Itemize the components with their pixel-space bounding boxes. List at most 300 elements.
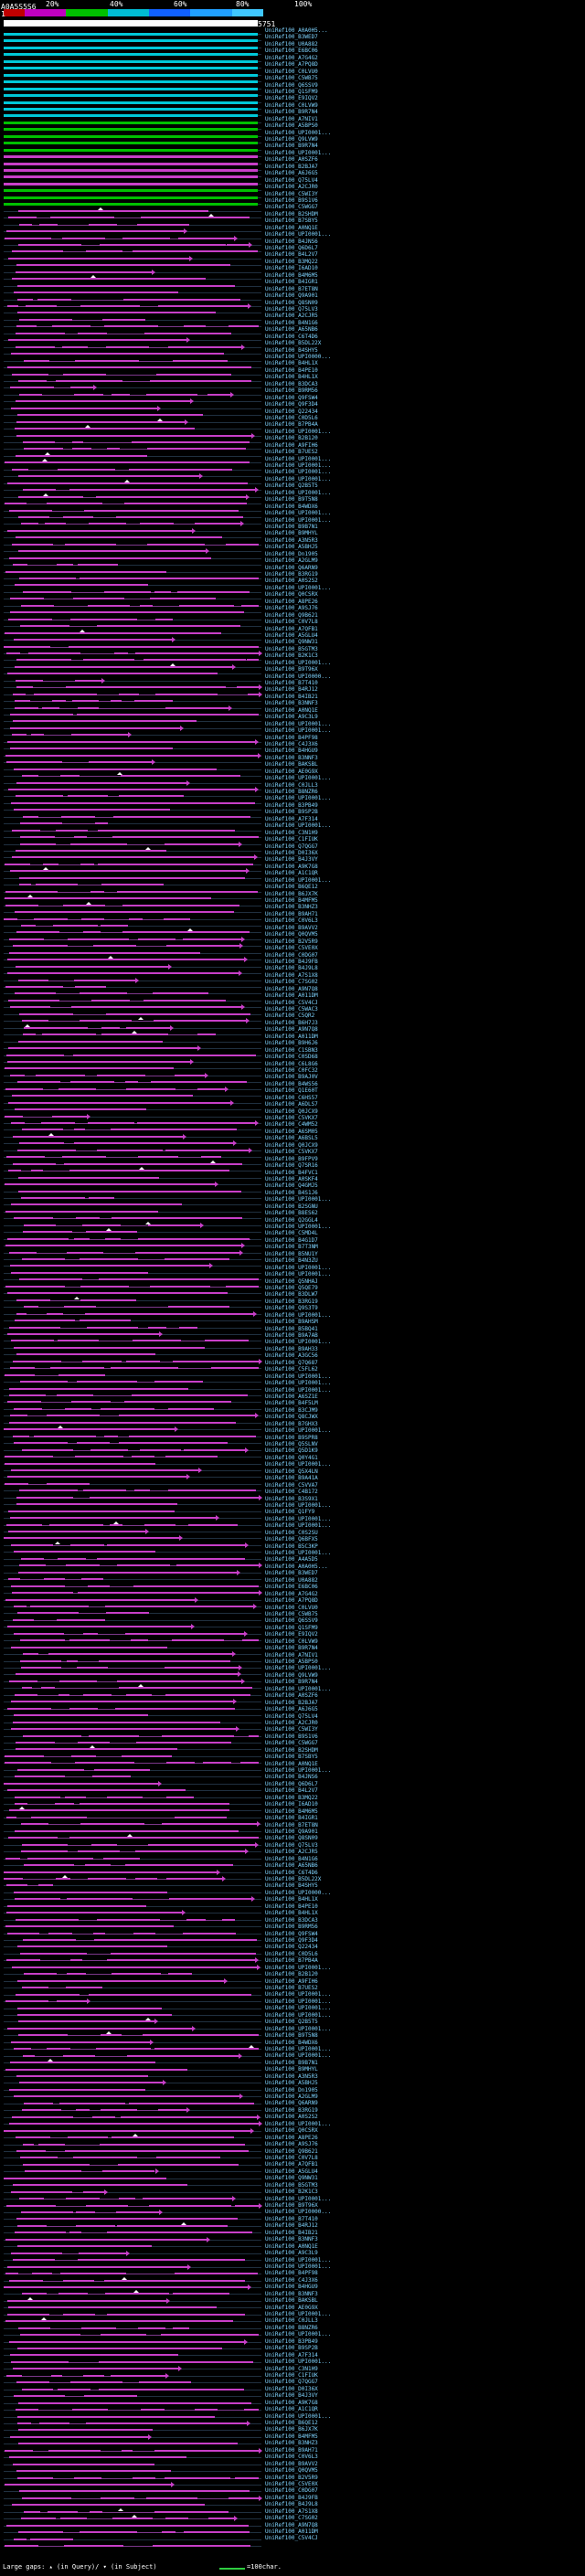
hit-segment[interactable] xyxy=(16,435,251,437)
hit-segment[interactable] xyxy=(16,2218,239,2220)
hit-segment[interactable] xyxy=(20,1660,61,1662)
subject-id-link[interactable]: UniRef100_Q1E60T xyxy=(265,1087,318,1095)
hit-segment[interactable] xyxy=(58,2389,90,2390)
hit-segment[interactable] xyxy=(92,1776,130,1777)
hit-segment[interactable] xyxy=(122,2450,132,2452)
subject-id-link[interactable]: UniRef100_B4HL1X xyxy=(265,360,318,367)
hit-segment[interactable] xyxy=(23,591,72,593)
hit-segment[interactable] xyxy=(20,836,54,838)
hit-segment[interactable] xyxy=(143,625,240,627)
hit-segment[interactable] xyxy=(16,421,186,423)
hit-segment[interactable] xyxy=(111,700,122,702)
hit-segment[interactable] xyxy=(5,1286,64,1288)
hit-segment[interactable] xyxy=(88,1585,110,1587)
subject-id-link[interactable]: UniRef100_A2CJR0 xyxy=(265,184,318,191)
hit-segment[interactable] xyxy=(7,2028,191,2030)
hit-segment[interactable] xyxy=(63,905,105,906)
hit-segment[interactable] xyxy=(19,1278,82,1280)
hit-segment[interactable] xyxy=(34,918,68,920)
subject-id-link[interactable]: UniRef100_C0JLL3 xyxy=(265,2317,318,2325)
hit-segment[interactable] xyxy=(113,489,255,491)
hit-segment[interactable] xyxy=(101,2034,122,2036)
hit-segment[interactable] xyxy=(184,325,206,327)
hit-segment[interactable] xyxy=(9,2456,186,2458)
hit-segment[interactable] xyxy=(147,1994,251,1996)
hit-segment[interactable] xyxy=(71,734,127,736)
hit-segment[interactable] xyxy=(20,625,69,627)
hit-segment[interactable] xyxy=(104,1436,118,1437)
subject-id-link[interactable]: UniRef100_A9K7G8 xyxy=(265,2399,318,2406)
hit-segment[interactable] xyxy=(21,1558,44,1560)
hit-segment[interactable] xyxy=(4,60,258,63)
subject-id-link[interactable]: UniRef100_Q0JCX9 xyxy=(265,1141,318,1149)
subject-id-link[interactable]: UniRef100_C0JLL3 xyxy=(265,781,318,789)
subject-id-link[interactable]: UniRef100_UPI0001... xyxy=(265,1271,332,1278)
hit-segment[interactable] xyxy=(7,2300,166,2302)
hit-segment[interactable] xyxy=(8,1000,59,1002)
hit-segment[interactable] xyxy=(10,1415,27,1416)
hit-segment[interactable] xyxy=(93,945,136,947)
hit-segment[interactable] xyxy=(66,686,127,688)
hit-segment[interactable] xyxy=(83,2191,104,2193)
hit-segment[interactable] xyxy=(64,2545,123,2547)
subject-id-link[interactable]: UniRef100_Q75LV4 xyxy=(265,1712,318,1720)
hit-segment[interactable] xyxy=(11,1585,65,1587)
subject-id-link[interactable]: UniRef100_C5FL62 xyxy=(265,1366,318,1373)
subject-id-link[interactable]: UniRef100_C0FC32 xyxy=(265,1066,318,1074)
subject-id-link[interactable]: UniRef100_B4N1G6 xyxy=(265,319,318,326)
hit-segment[interactable] xyxy=(126,1088,176,1090)
hit-segment[interactable] xyxy=(9,510,53,512)
hit-segment[interactable] xyxy=(5,1599,195,1601)
hit-segment[interactable] xyxy=(131,1639,148,1641)
hit-segment[interactable] xyxy=(14,769,217,770)
subject-id-link[interactable]: UniRef100_A9N7Q8 xyxy=(265,985,318,992)
hit-segment[interactable] xyxy=(57,1619,104,1621)
hit-segment[interactable] xyxy=(123,299,240,301)
hit-segment[interactable] xyxy=(111,2375,165,2377)
subject-id-link[interactable]: UniRef100_B3CJM9 xyxy=(265,1406,318,1414)
hit-segment[interactable] xyxy=(58,1694,69,1696)
hit-segment[interactable] xyxy=(138,2327,165,2329)
hit-segment[interactable] xyxy=(4,114,258,117)
hit-segment[interactable] xyxy=(107,1797,143,1798)
subject-id-link[interactable]: UniRef100_C0D5L6 xyxy=(265,1950,318,1957)
subject-id-link[interactable]: UniRef100_B9SP2B xyxy=(265,2345,318,2352)
hit-segment[interactable] xyxy=(236,1585,259,1587)
hit-segment[interactable] xyxy=(23,1231,72,1233)
hit-segment[interactable] xyxy=(26,305,57,307)
subject-id-link[interactable]: UniRef100_C5V4CJ xyxy=(265,999,318,1006)
hit-segment[interactable] xyxy=(17,1612,79,1614)
subject-id-link[interactable]: UniRef100_B7T410 xyxy=(265,2215,318,2222)
hit-segment[interactable] xyxy=(83,1694,111,1696)
hit-segment[interactable] xyxy=(9,938,43,940)
subject-id-link[interactable]: UniRef100_B9T96X xyxy=(265,666,318,673)
hit-segment[interactable] xyxy=(4,2178,166,2179)
hit-segment[interactable] xyxy=(18,1191,241,1193)
hit-segment[interactable] xyxy=(24,360,49,362)
subject-id-link[interactable]: UniRef100_A7QFB1 xyxy=(265,625,318,632)
hit-segment[interactable] xyxy=(89,224,117,226)
hit-segment[interactable] xyxy=(24,1973,57,1975)
hit-segment[interactable] xyxy=(65,1797,85,1798)
hit-segment[interactable] xyxy=(140,2055,239,2057)
hit-segment[interactable] xyxy=(101,1497,246,1499)
hit-segment[interactable] xyxy=(140,605,153,607)
hit-segment[interactable] xyxy=(165,1456,218,1458)
hit-segment[interactable] xyxy=(113,816,250,818)
hit-segment[interactable] xyxy=(22,2497,71,2499)
hit-segment[interactable] xyxy=(76,2225,115,2227)
subject-id-link[interactable]: UniRef100_Q0QVM5 xyxy=(265,931,318,938)
hit-segment[interactable] xyxy=(173,2293,229,2295)
hit-segment[interactable] xyxy=(4,169,258,172)
hit-segment[interactable] xyxy=(18,2443,238,2444)
hit-segment[interactable] xyxy=(83,659,133,661)
subject-id-link[interactable]: UniRef100_UPI0001... xyxy=(265,1461,332,1468)
subject-id-link[interactable]: UniRef100_C5WAC3 xyxy=(265,1006,318,1012)
hit-segment[interactable] xyxy=(16,1313,27,1315)
subject-id-link[interactable]: UniRef100_UPI0001... xyxy=(265,1196,332,1203)
hit-segment[interactable] xyxy=(78,333,107,334)
hit-segment[interactable] xyxy=(63,2314,95,2316)
subject-id-link[interactable]: UniRef100_B9AH71 xyxy=(265,910,318,917)
hit-segment[interactable] xyxy=(229,325,259,327)
hit-segment[interactable] xyxy=(20,2334,80,2336)
hit-segment[interactable] xyxy=(32,2273,52,2274)
subject-id-link[interactable]: UniRef100_B2BJA7 xyxy=(265,163,318,170)
hit-segment[interactable] xyxy=(4,1783,158,1785)
hit-segment[interactable] xyxy=(132,2164,239,2166)
hit-segment[interactable] xyxy=(121,775,241,777)
hit-segment[interactable] xyxy=(128,244,226,246)
subject-id-link[interactable]: UniRef100_B9T5N8 xyxy=(265,496,318,504)
subject-id-link[interactable]: UniRef100_Q9FSW4 xyxy=(265,1930,318,1937)
hit-segment[interactable] xyxy=(14,1217,54,1219)
hit-segment[interactable] xyxy=(121,1142,233,1144)
hit-segment[interactable] xyxy=(18,496,83,498)
hit-segment[interactable] xyxy=(11,1544,53,1546)
hit-segment[interactable] xyxy=(119,1687,252,1689)
hit-segment[interactable] xyxy=(63,374,106,376)
hit-segment[interactable] xyxy=(16,1503,176,1505)
hit-segment[interactable] xyxy=(21,523,38,525)
hit-segment[interactable] xyxy=(71,1401,110,1403)
hit-segment[interactable] xyxy=(4,33,258,36)
hit-segment[interactable] xyxy=(10,1075,24,1076)
hit-segment[interactable] xyxy=(23,2055,35,2057)
subject-id-link[interactable]: UniRef100_B2K1C3 xyxy=(265,652,318,660)
hit-segment[interactable] xyxy=(68,2136,108,2138)
subject-id-link[interactable]: UniRef100_UPI0001... xyxy=(265,2195,332,2202)
subject-id-link[interactable]: UniRef100_C4J3X6 xyxy=(265,2276,318,2284)
hit-segment[interactable] xyxy=(148,1844,255,1846)
hit-segment[interactable] xyxy=(56,830,89,832)
hit-segment[interactable] xyxy=(58,2293,88,2295)
hit-segment[interactable] xyxy=(82,1361,122,1362)
hit-segment[interactable] xyxy=(4,163,258,165)
hit-segment[interactable] xyxy=(12,544,54,546)
subject-id-link[interactable]: UniRef100_A011DM xyxy=(265,1033,318,1040)
subject-id-link[interactable]: UniRef100_C6T4D6 xyxy=(265,1869,318,1876)
subject-id-link[interactable]: UniRef100_A8PE26 xyxy=(265,598,318,605)
hit-segment[interactable] xyxy=(104,2280,244,2282)
hit-segment[interactable] xyxy=(10,1517,216,1519)
hit-segment[interactable] xyxy=(17,1980,224,1982)
hit-segment[interactable] xyxy=(6,230,184,232)
subject-id-link[interactable]: UniRef100_C4WM52 xyxy=(265,1121,318,1129)
hit-segment[interactable] xyxy=(247,659,259,661)
hit-segment[interactable] xyxy=(4,1428,174,1430)
hit-segment[interactable] xyxy=(5,2545,37,2547)
hit-segment[interactable] xyxy=(142,1252,240,1254)
hit-segment[interactable] xyxy=(156,2157,220,2158)
subject-id-link[interactable]: UniRef100_C0LVW9 xyxy=(265,101,318,109)
hit-segment[interactable] xyxy=(132,1456,154,1458)
hit-segment[interactable] xyxy=(125,1081,137,1083)
hit-segment[interactable] xyxy=(118,830,235,832)
subject-id-link[interactable]: UniRef100_A65NB6 xyxy=(265,1862,318,1870)
hit-segment[interactable] xyxy=(15,1797,60,1798)
subject-id-link[interactable]: UniRef100_C7SG02 xyxy=(265,2515,318,2522)
hit-segment[interactable] xyxy=(242,1639,259,1641)
subject-id-link[interactable]: UniRef100_C0SD68 xyxy=(265,1054,318,1061)
hit-segment[interactable] xyxy=(80,305,139,307)
subject-id-link[interactable]: UniRef100_UPI0000... xyxy=(265,354,332,360)
hit-segment[interactable] xyxy=(12,1592,73,1594)
hit-segment[interactable] xyxy=(16,264,229,266)
hit-segment[interactable] xyxy=(133,2116,254,2118)
hit-segment[interactable] xyxy=(7,1061,190,1063)
hit-segment[interactable] xyxy=(116,2211,159,2213)
hit-segment[interactable] xyxy=(18,244,82,246)
hit-segment[interactable] xyxy=(42,707,59,709)
hit-segment[interactable] xyxy=(84,2395,137,2397)
hit-segment[interactable] xyxy=(226,544,260,546)
hit-segment[interactable] xyxy=(50,217,114,218)
subject-id-link[interactable]: UniRef100_B4PF98 xyxy=(265,2270,318,2277)
subject-id-link[interactable]: UniRef100_B9T5N8 xyxy=(265,2032,318,2040)
hit-segment[interactable] xyxy=(144,659,246,661)
hit-segment[interactable] xyxy=(17,1081,61,1083)
hit-segment[interactable] xyxy=(5,1211,158,1213)
hit-segment[interactable] xyxy=(4,1871,217,1873)
subject-id-link[interactable]: UniRef100_A0SZF6 xyxy=(265,156,318,164)
subject-id-link[interactable]: UniRef100_Q6SSV9 xyxy=(265,81,318,89)
subject-id-column[interactable] xyxy=(265,27,583,2559)
subject-id-link[interactable]: UniRef100_A2CJR0 xyxy=(265,1719,318,1726)
subject-id-link[interactable]: UniRef100_B9AVV2 xyxy=(265,2460,318,2467)
hit-segment[interactable] xyxy=(17,1150,76,1151)
hit-segment[interactable] xyxy=(57,564,73,566)
hit-segment[interactable] xyxy=(162,1823,248,1825)
hit-segment[interactable] xyxy=(111,1163,242,1165)
hit-segment[interactable] xyxy=(7,1626,191,1627)
hit-segment[interactable] xyxy=(77,1381,136,1383)
hit-segment[interactable] xyxy=(119,686,226,688)
subject-id-link[interactable]: UniRef100_B4J3VY xyxy=(265,2392,318,2400)
subject-id-link[interactable]: UniRef100_C5WI3Y xyxy=(265,1726,318,1733)
subject-id-link[interactable]: UniRef100_B4IB21 xyxy=(265,693,318,700)
subject-id-link[interactable]: UniRef100_A7S1X8 xyxy=(265,2507,318,2515)
hit-segment[interactable] xyxy=(20,2157,58,2158)
subject-id-link[interactable]: UniRef100_UPI0001... xyxy=(265,2263,332,2270)
subject-id-link[interactable]: UniRef100_Q9LVW9 xyxy=(265,1671,318,1679)
subject-id-link[interactable]: UniRef100_C5WB75 xyxy=(265,1610,318,1617)
hit-segment[interactable] xyxy=(8,789,255,790)
hit-segment[interactable] xyxy=(4,203,258,206)
hit-segment[interactable] xyxy=(227,244,250,246)
hit-segment[interactable] xyxy=(21,2518,55,2519)
hit-segment[interactable] xyxy=(76,2109,90,2111)
hit-segment[interactable] xyxy=(10,2354,178,2356)
subject-id-link[interactable]: UniRef100_A5GLU4 xyxy=(265,631,318,639)
hit-segment[interactable] xyxy=(60,2273,127,2274)
hit-segment[interactable] xyxy=(23,2144,35,2146)
hit-segment[interactable] xyxy=(7,673,218,674)
subject-id-link[interactable]: UniRef100_A9N7Q8 xyxy=(265,2521,318,2528)
subject-id-link[interactable]: UniRef100_A7QFB1 xyxy=(265,2161,318,2168)
hit-segment[interactable] xyxy=(41,1687,55,1689)
subject-id-link[interactable]: UniRef100_B5BQ41 xyxy=(265,1325,318,1332)
hit-segment[interactable] xyxy=(4,1537,179,1539)
hit-segment[interactable] xyxy=(89,761,152,763)
subject-id-link[interactable]: UniRef100_UPI0001... xyxy=(265,876,332,884)
hit-segment[interactable] xyxy=(20,843,57,845)
hit-segment[interactable] xyxy=(184,1564,233,1566)
hit-segment[interactable] xyxy=(75,1456,123,1458)
hit-segment[interactable] xyxy=(105,1238,121,1240)
subject-id-link[interactable]: UniRef100_Dn1905 xyxy=(265,550,318,557)
hit-segment[interactable] xyxy=(116,516,243,518)
hit-segment[interactable] xyxy=(76,1217,99,1219)
subject-id-link[interactable]: UniRef100_Q7QGG7 xyxy=(265,843,318,850)
subject-id-link[interactable]: UniRef100_B9B7N1 xyxy=(265,523,318,530)
hit-segment[interactable] xyxy=(119,795,184,797)
hit-segment[interactable] xyxy=(94,1055,232,1056)
subject-id-link[interactable]: UniRef100_A0SZF6 xyxy=(265,1692,318,1700)
subject-id-link[interactable]: UniRef100_Q1SFM9 xyxy=(265,1624,318,1631)
hit-segment[interactable] xyxy=(60,775,80,777)
hit-segment[interactable] xyxy=(72,448,91,450)
hit-segment[interactable] xyxy=(144,1524,176,1526)
hit-segment[interactable] xyxy=(101,925,128,927)
subject-id-link[interactable]: UniRef100_B3PB49 xyxy=(265,2337,318,2345)
hit-segment[interactable] xyxy=(19,2490,250,2492)
subject-id-link[interactable]: UniRef100_Q6D6L7 xyxy=(265,1780,318,1787)
subject-id-link[interactable]: UniRef100_UPI0000... xyxy=(265,2209,332,2216)
subject-id-link[interactable]: UniRef100_Q9NW31 xyxy=(265,639,318,646)
hit-segment[interactable] xyxy=(74,836,88,838)
hit-segment[interactable] xyxy=(17,312,217,313)
hit-segment[interactable] xyxy=(16,2150,46,2152)
subject-id-link[interactable]: UniRef100_C5WI3Y xyxy=(265,190,318,197)
subject-id-link[interactable]: UniRef100_B2B120 xyxy=(265,435,318,442)
subject-id-link[interactable]: UniRef100_UPI0001... xyxy=(265,822,332,830)
hit-segment[interactable] xyxy=(131,905,239,906)
hit-segment[interactable] xyxy=(23,441,55,443)
hit-segment[interactable] xyxy=(4,128,258,131)
subject-id-link[interactable]: UniRef100_C5VVA7 xyxy=(265,1481,318,1489)
hit-segment[interactable] xyxy=(52,325,90,327)
subject-id-link[interactable]: UniRef100_A7NIV1 xyxy=(265,1651,318,1659)
hit-segment[interactable] xyxy=(63,2280,94,2282)
subject-id-link[interactable]: UniRef100_UPI0001... xyxy=(265,1224,332,1230)
subject-id-link[interactable]: UniRef100_B4IB21 xyxy=(265,2229,318,2236)
subject-id-link[interactable]: UniRef100_Q6D6L7 xyxy=(265,245,318,251)
hit-segment[interactable] xyxy=(19,2082,163,2083)
hit-segment[interactable] xyxy=(7,366,251,368)
hit-segment[interactable] xyxy=(162,1850,245,1852)
hit-segment[interactable] xyxy=(67,1252,103,1254)
subject-id-link[interactable]: UniRef100_B6H7J3 xyxy=(265,1019,318,1026)
hit-segment[interactable] xyxy=(8,339,186,341)
subject-id-link[interactable]: UniRef100_Q0CSRX xyxy=(265,591,318,599)
subject-id-link[interactable]: UniRef100_A3GC56 xyxy=(265,1352,318,1360)
hit-segment[interactable] xyxy=(105,2422,247,2424)
subject-id-link[interactable]: UniRef100_B7PB4A xyxy=(265,421,318,429)
subject-id-link[interactable]: UniRef100_B3RG19 xyxy=(265,571,318,578)
hit-segment[interactable] xyxy=(16,346,55,348)
subject-id-link[interactable]: UniRef100_A9C3L9 xyxy=(265,2250,318,2257)
hit-segment[interactable] xyxy=(93,1933,105,1935)
subject-id-link[interactable]: UniRef100_B9AJ0V xyxy=(265,1074,318,1081)
hit-segment[interactable] xyxy=(12,830,40,832)
hit-segment[interactable] xyxy=(4,80,258,83)
subject-id-link[interactable]: UniRef100_B4MFM5 xyxy=(265,897,318,904)
subject-id-link[interactable]: UniRef100_B7ET8N xyxy=(265,285,318,292)
hit-segment[interactable] xyxy=(138,938,176,940)
hit-segment[interactable] xyxy=(75,1762,135,1764)
hit-segment[interactable] xyxy=(135,1013,250,1015)
subject-id-link[interactable]: UniRef100_D0I36X xyxy=(265,849,318,856)
subject-id-link[interactable]: UniRef100_C0V7L8 xyxy=(265,2154,318,2161)
hit-segment[interactable] xyxy=(92,2116,115,2118)
hit-segment[interactable] xyxy=(106,1612,149,1614)
subject-id-link[interactable]: UniRef100_A7PQ8D xyxy=(265,1597,318,1605)
hit-segment[interactable] xyxy=(174,2334,229,2336)
subject-id-link[interactable]: UniRef100_B9MHYL xyxy=(265,2066,318,2073)
hit-segment[interactable] xyxy=(139,2381,191,2383)
subject-id-link[interactable]: UniRef100_B2BJA7 xyxy=(265,1699,318,1706)
hit-segment[interactable] xyxy=(57,1394,93,1396)
hit-segment[interactable] xyxy=(16,850,166,852)
hit-segment[interactable] xyxy=(88,1878,126,1880)
subject-id-link[interactable]: UniRef100_A7F314 xyxy=(265,815,318,822)
hit-segment[interactable] xyxy=(78,564,117,566)
hit-segment[interactable] xyxy=(18,2531,63,2533)
hit-segment[interactable] xyxy=(14,2048,31,2050)
hit-segment[interactable] xyxy=(95,714,258,716)
hit-segment[interactable] xyxy=(141,217,250,218)
hit-segment[interactable] xyxy=(64,1306,96,1308)
hit-segment[interactable] xyxy=(11,408,157,409)
subject-id-link[interactable]: UniRef100_UPI0001... xyxy=(265,1522,332,1530)
hit-segment[interactable] xyxy=(5,1755,44,1757)
subject-id-link[interactable]: UniRef100_C6T4D6 xyxy=(265,333,318,340)
hit-segment[interactable] xyxy=(9,1388,188,1390)
subject-id-link[interactable]: UniRef100_B4WDX6 xyxy=(265,503,318,510)
hit-segment[interactable] xyxy=(15,1108,146,1110)
subject-id-link[interactable]: UniRef100_B4HL1X xyxy=(265,374,318,381)
subject-id-link[interactable]: UniRef100_UPI0001... xyxy=(265,149,332,156)
hit-segment[interactable] xyxy=(56,380,122,382)
hit-segment[interactable] xyxy=(222,1919,235,1921)
subject-id-link[interactable]: UniRef100_C6HS57 xyxy=(265,1094,318,1101)
hit-segment[interactable] xyxy=(22,1020,48,1022)
subject-id-link[interactable]: UniRef100_B7T410 xyxy=(265,680,318,686)
